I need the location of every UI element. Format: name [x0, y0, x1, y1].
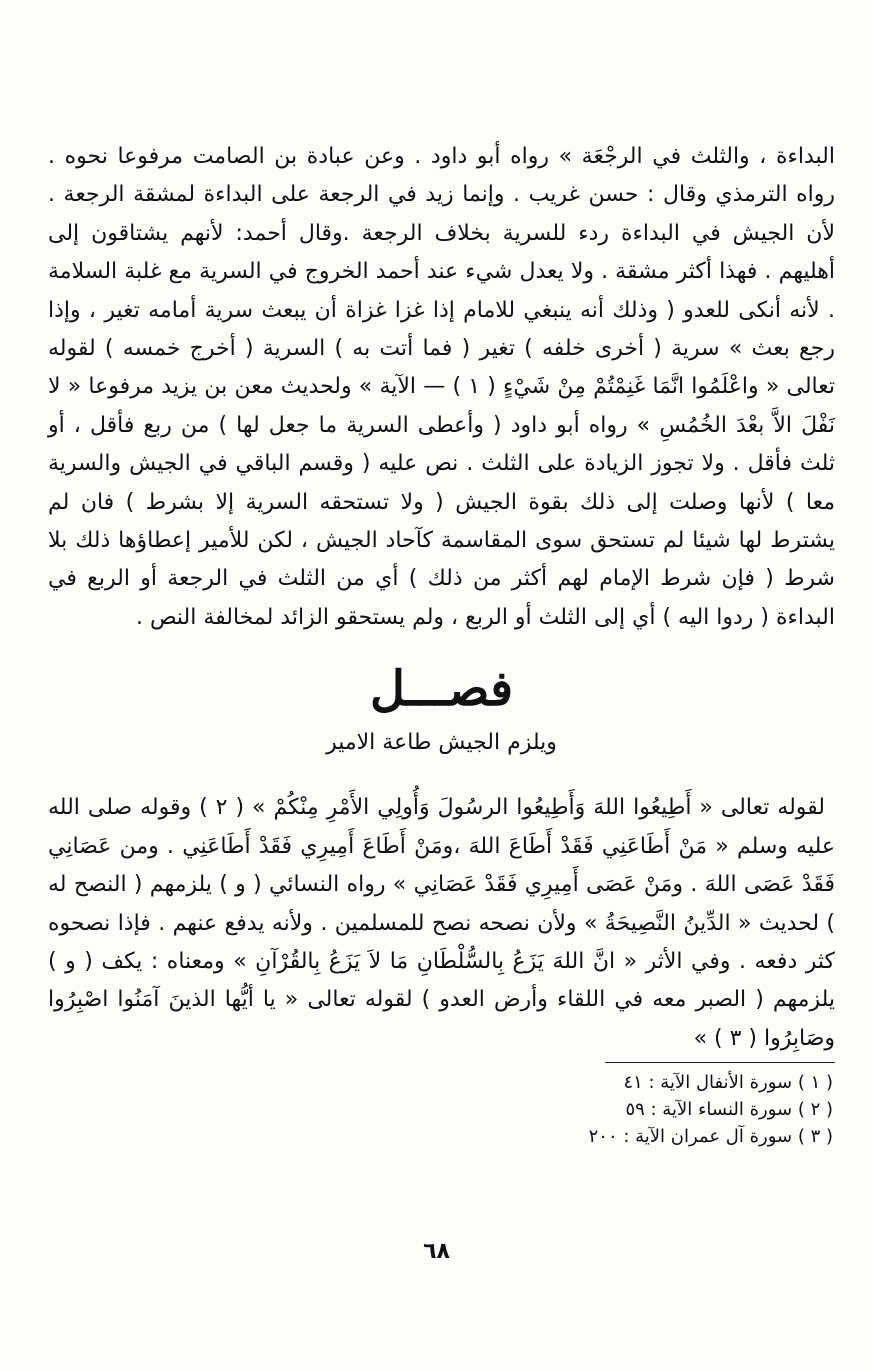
footnote-divider	[605, 1062, 835, 1063]
body-paragraph-2: لقوله تعالى « أَطِيعُوا اللهَ وَأَطِيعُوا الرسُولَ وَأُولِي الأَمْرِ مِنْكُمْ » ( ٢ ) وقوله صلى الله عليه وسلم « مَنْ أَطَاعَنِي فَقَدْ أَطَاعَ اللهَ ،ومَنْ أَطَاعَ أَمِيرِي فَقَدْ أَطَاعَنِي . ومن عَصَانِي فَقَدْ عَصَى اللهَ . ومَنْ عَصَى أَمِيرِي فَقَدْ عَصَانِي » رواه النسائي ( و ) يلزمهم ( النصح له ) لحديث « الدِّينُ النَّصِيحَةُ » ولأن نصحه نصح للمسلمين . ولأنه يدفع عنهم . فإذا نصحوه كثر دفعه . وفي الأثر « انَّ اللهَ يَزَعُ بِالسُّلْطَانِ مَا لاَ يَزَعُ بِالقُرْآنِ » ومعناه : يكف ( و ) يلزمهم ( الصبر معه في اللقاء وأرض العدو ) لقوله تعالى « يا أيُّها الذينَ آمَنُوا اصْبِرُوا وصَابِرُوا ( ٣ ) »	[48, 795, 835, 1051]
section-title: فصـــل	[369, 661, 514, 718]
footnote-1: ( ١ ) سورة الأنفال الآية : ٤١	[623, 1072, 833, 1094]
page-number: ٦٨	[423, 1239, 450, 1264]
body-paragraph-1: البداءة ، والثلث في الرجْعَة » رواه أبو داود . وعن عبادة بن الصامت مرفوعا نحوه . رواه الترمذي وقال : حسن غريب . وإنما زيد في الرجعة على البداءة لمشقة الرجعة . لأن الجيش في البداءة ردء للسرية بخلاف الرجعة .وقال أحمد: لأنهم يشتاقون إلى أهليهم . فهذا أكثر مشقة . ولا يعدل شيء عند أحمد الخروج في السرية مع غلبة السلامة . لأنه أنكى للعدو ( وذلك أنه ينبغي للامام إذا غزا غزاة أن يبعث سرية أمامه تغير ، وإذا رجع بعث » سرية ( أخرى خلفه ) تغير ( فما أتت به ) السرية ( أخرج خمسه ) لقوله تعالى « واعْلَمُوا انَّمَا غَنِمْتُمْ مِنْ شَيْءٍ ( ١ ) — الآية » ولحديث معن بن يزيد مرفوعا « لا نَفْلَ الاَّ بعْدَ الخُمُسِ » رواه أبو داود ( وأعطى السرية ما جعل لها ) من ربع فأقل ، أو ثلث فأقل . ولا تجوز الزيادة على الثلث . نص عليه ( وقسم الباقي في الجيش والسرية معا ) لأنها وصلت إلى ذلك بقوة الجيش ( ولا تستحقه السرية إلا بشرط ) فان لم يشترط لها شيئا لم تستحق سوى المقاسمة كآحاد الجيش ، لكن للأمير إعطاؤها ذلك بلا شرط ( فإن شرط الإمام لهم أكثر من ذلك ) أي من الثلث في الرجعة أو الربع في البداءة ( ردوا اليه ) أي إلى الثلث أو الربع ، ولم يستحقو الزائد لمخالفة النص .	[48, 144, 835, 630]
section-subtitle: ويلزم الجيش طاعة الامير	[326, 730, 557, 756]
footnotes-list	[48, 1069, 835, 1150]
footnote-3: ( ٣ ) سورة آل عمران الآية : ٢٠٠	[588, 1126, 833, 1148]
footnote-2: ( ٢ ) سورة النساء الآية : ٥٩	[625, 1099, 833, 1121]
